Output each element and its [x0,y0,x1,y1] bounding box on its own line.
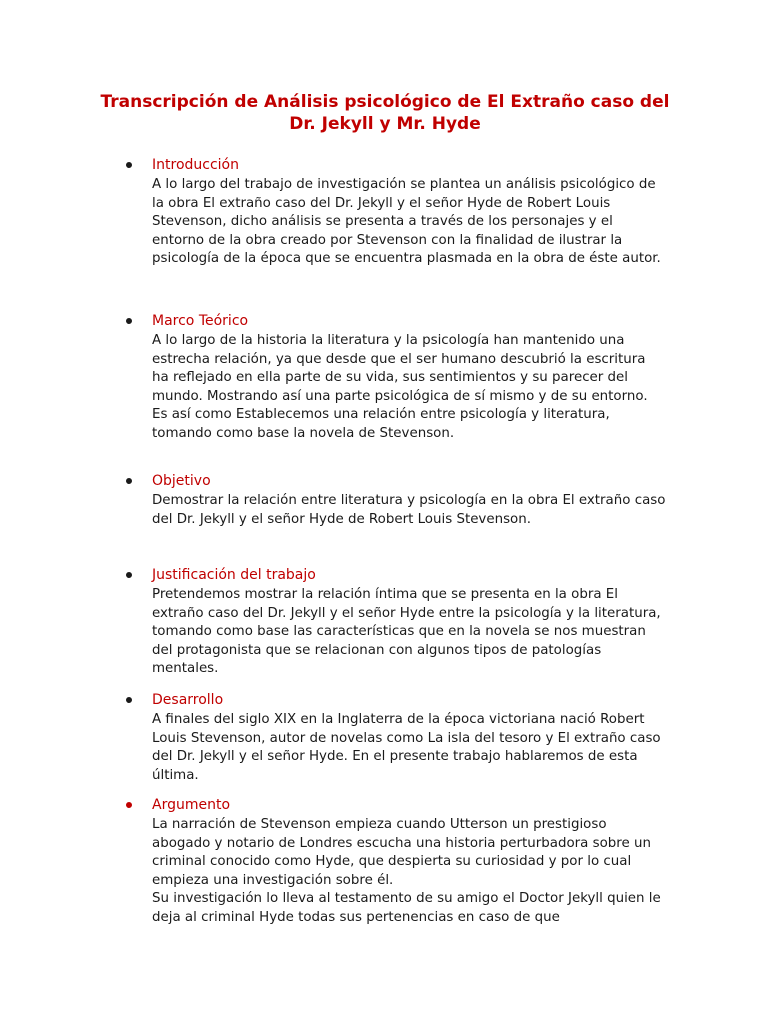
section-body [152,816,666,927]
paragraph: A finales del siglo XIX en la Inglaterra de la época victoriana nació Robert Louis Stevenson, autor de novelas como La isla del tesoro y El extraño caso del Dr. Jekyll y el señor Hyde. En el presente trabajo hablaremos de esta última. [152,712,661,783]
section-heading: Marco Teórico [152,313,249,329]
section-desarrollo [126,691,666,785]
bullet-icon [126,697,132,703]
paragraph: Su investigación lo lleva al testamento de su amigo el Doctor Jekyll quien le deja al criminal Hyde todas sus pertenencias en caso de que [152,891,661,925]
section-heading: Objetivo [152,473,211,489]
section-body [152,492,666,529]
section-marco-teorico [126,312,666,443]
document-title: Transcripción de Análisis psicológico de El Extraño caso del Dr. Jekyll y Mr. Hyde [100,92,670,134]
paragraph: A lo largo de la historia la literatura y la psicología han mantenido una estrecha relación, ya que desde que el ser humano descubrió la escritura ha reflejado en ella parte de su vida, sus sentimientos y su parecer del mundo. Mostrando así una parte psicológica de sí mismo y de su entorno. [152,333,648,404]
paragraph: La narración de Stevenson empieza cuando Utterson un prestigioso abogado y notario de Londres escucha una historia perturbadora sobre un criminal conocido como Hyde, que despierta su curiosidad y por lo cual empieza una investigación sobre él. [152,817,651,888]
paragraph: Es así como Establecemos una relación entre psicología y literatura, tomando como base la novela de Stevenson. [152,407,610,441]
paragraph: Pretendemos mostrar la relación íntima que se presenta en la obra El extraño caso del Dr. Jekyll y el señor Hyde entre la psicología y la literatura, tomando como base las características que en la novela se nos muestran del protagonista que se relacionan con algunos tipos de patologías mentales. [152,587,661,676]
section-body [152,586,666,679]
section-heading: Desarrollo [152,692,224,708]
section-justificacion [126,566,666,679]
paragraph: A lo largo del trabajo de investigación se plantea un análisis psicológico de la obra El extraño caso del Dr. Jekyll y el señor Hyde de Robert Louis Stevenson, dicho análisis se presenta a través de los personajes y el entorno de la obra creado por Stevenson con la finalidad de ilustrar la psicología de la época que se encuentra plasmada en la obra de éste autor. [152,177,661,266]
section-body [152,711,666,785]
bullet-icon [126,318,132,324]
section-introduccion [126,156,666,269]
section-argumento [126,796,666,927]
bullet-icon [126,478,132,484]
section-heading: Introducción [152,157,239,173]
section-body [152,332,666,443]
bullet-icon [126,162,132,168]
section-objetivo [126,472,666,529]
section-body [152,176,666,269]
section-heading: Argumento [152,797,231,813]
paragraph: Demostrar la relación entre literatura y psicología en la obra El extraño caso del Dr. Jekyll y el señor Hyde de Robert Louis Stevenson. [152,493,666,527]
section-heading: Justificación del trabajo [152,567,316,583]
bullet-icon [126,802,132,808]
bullet-icon [126,572,132,578]
